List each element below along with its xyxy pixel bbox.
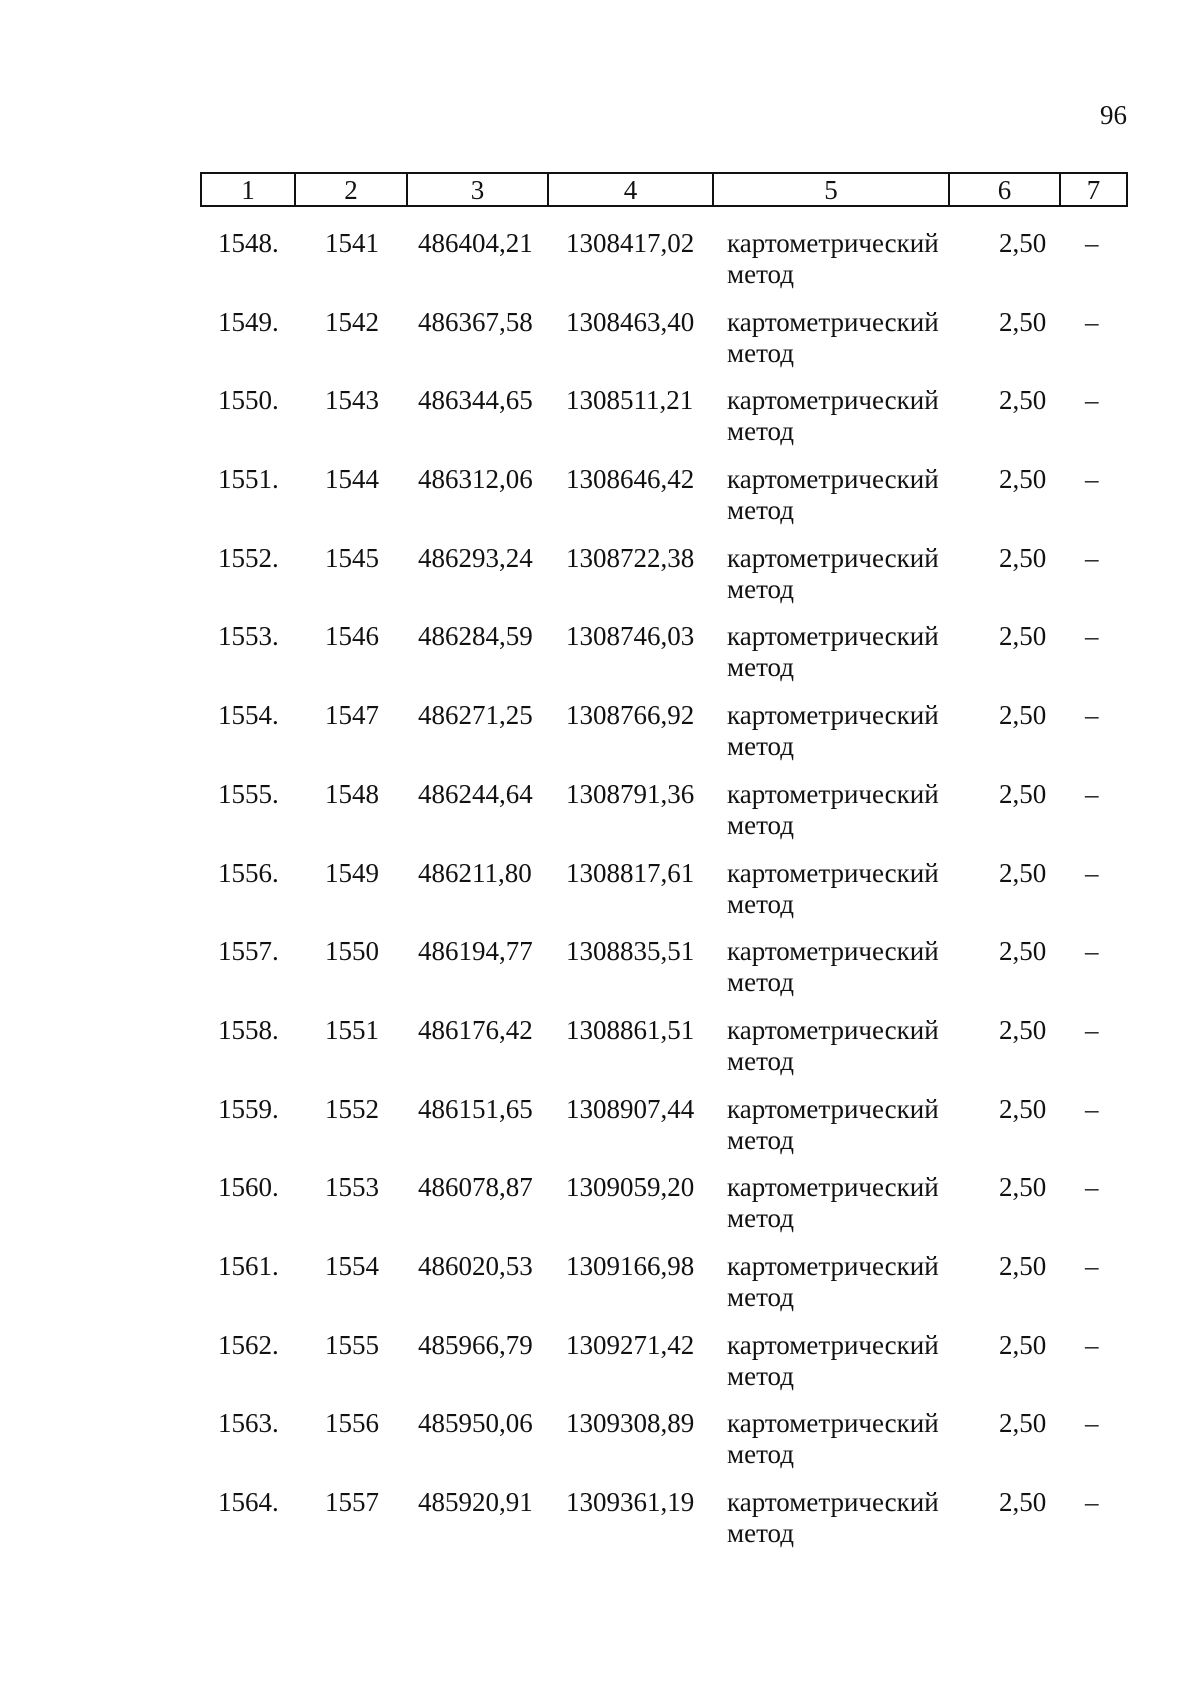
note-value: – xyxy=(1085,1329,1099,1360)
table-row xyxy=(0,222,1200,301)
coordinate-y: 1308746,03 xyxy=(566,621,695,652)
method-line-2: метод xyxy=(727,1203,794,1234)
accuracy-value: 2,50 xyxy=(999,1329,1047,1360)
row-number: 1553. xyxy=(218,621,279,652)
coordinate-x: 486211,80 xyxy=(418,857,532,888)
row-number: 1559. xyxy=(218,1093,279,1124)
coordinate-y: 1308417,02 xyxy=(566,228,695,258)
accuracy-value: 2,50 xyxy=(999,700,1047,731)
method-description xyxy=(727,1330,957,1392)
point-number: 1545 xyxy=(325,542,379,573)
note-value: – xyxy=(1085,1093,1099,1124)
row-number: 1549. xyxy=(218,306,279,337)
method-description xyxy=(727,543,957,605)
coordinate-y: 1309361,19 xyxy=(566,1487,695,1517)
page-number: 96 xyxy=(1100,100,1127,130)
method-line-1: картометрический xyxy=(727,542,939,573)
accuracy-value: 2,50 xyxy=(999,1487,1047,1517)
note-value: – xyxy=(1085,1014,1099,1045)
note-value: – xyxy=(1085,1487,1099,1517)
coordinate-y: 1308791,36 xyxy=(566,778,695,809)
table-row xyxy=(0,1088,1200,1167)
method-description xyxy=(727,700,957,762)
coordinate-x: 486176,42 xyxy=(418,1014,533,1045)
coordinate-y: 1309166,98 xyxy=(566,1250,695,1281)
row-number: 1560. xyxy=(218,1172,279,1203)
coordinate-x: 486078,87 xyxy=(418,1172,533,1203)
point-number: 1544 xyxy=(325,464,379,495)
method-description xyxy=(727,858,957,920)
point-number: 1552 xyxy=(325,1093,379,1124)
note-value: – xyxy=(1085,857,1099,888)
method-line-2: метод xyxy=(727,1518,794,1548)
table-row xyxy=(0,694,1200,773)
point-number: 1548 xyxy=(325,778,379,809)
coordinate-x: 485920,91 xyxy=(418,1487,533,1517)
row-number: 1558. xyxy=(218,1014,279,1045)
row-number: 1556. xyxy=(218,857,279,888)
method-line-2: метод xyxy=(727,573,794,604)
method-line-1: картометрический xyxy=(727,1408,939,1439)
coordinate-x: 486271,25 xyxy=(418,700,533,731)
table-row xyxy=(0,1009,1200,1088)
coordinate-x: 486244,64 xyxy=(418,778,533,809)
method-description xyxy=(727,1408,957,1470)
coordinate-x: 486367,58 xyxy=(418,306,533,337)
method-line-2: метод xyxy=(727,731,794,762)
coordinate-x: 486312,06 xyxy=(418,464,533,495)
row-number: 1561. xyxy=(218,1250,279,1281)
note-value: – xyxy=(1085,542,1099,573)
method-description xyxy=(727,385,957,447)
coordinate-y: 1308511,21 xyxy=(566,385,694,416)
method-line-1: картометрический xyxy=(727,1329,939,1360)
method-line-1: картометрический xyxy=(727,1014,939,1045)
accuracy-value: 2,50 xyxy=(999,542,1047,573)
method-description xyxy=(727,779,957,841)
note-value: – xyxy=(1085,1172,1099,1203)
column-header-7: 7 xyxy=(1060,173,1127,206)
accuracy-value: 2,50 xyxy=(999,385,1047,416)
table-row xyxy=(0,615,1200,694)
method-line-1: картометрический xyxy=(727,778,939,809)
method-description xyxy=(727,1015,957,1077)
column-header-5: 5 xyxy=(713,173,949,206)
table-row xyxy=(0,1481,1200,1560)
method-line-2: метод xyxy=(727,1045,794,1076)
note-value: – xyxy=(1085,385,1099,416)
method-line-2: метод xyxy=(727,967,794,998)
coordinate-x: 486020,53 xyxy=(418,1250,533,1281)
coordinate-x: 486194,77 xyxy=(418,936,533,967)
coordinate-y: 1309059,20 xyxy=(566,1172,695,1203)
row-number: 1557. xyxy=(218,936,279,967)
method-line-2: метод xyxy=(727,1360,794,1391)
note-value: – xyxy=(1085,464,1099,495)
method-line-2: метод xyxy=(727,495,794,526)
accuracy-value: 2,50 xyxy=(999,306,1047,337)
table-row xyxy=(0,458,1200,537)
method-description xyxy=(727,464,957,526)
method-line-1: картометрический xyxy=(727,228,939,258)
note-value: – xyxy=(1085,1408,1099,1439)
method-line-1: картометрический xyxy=(727,936,939,967)
row-number: 1551. xyxy=(218,464,279,495)
method-line-2: метод xyxy=(727,1281,794,1312)
accuracy-value: 2,50 xyxy=(999,228,1047,258)
table-row xyxy=(0,773,1200,852)
accuracy-value: 2,50 xyxy=(999,464,1047,495)
method-line-1: картометрический xyxy=(727,1093,939,1124)
accuracy-value: 2,50 xyxy=(999,857,1047,888)
accuracy-value: 2,50 xyxy=(999,778,1047,809)
method-line-2: метод xyxy=(727,652,794,683)
point-number: 1546 xyxy=(325,621,379,652)
point-number: 1551 xyxy=(325,1014,379,1045)
method-line-1: картометрический xyxy=(727,464,939,495)
method-description xyxy=(727,621,957,683)
column-header-row xyxy=(201,173,1127,206)
row-number: 1562. xyxy=(218,1329,279,1360)
method-description xyxy=(727,1487,957,1549)
note-value: – xyxy=(1085,936,1099,967)
row-number: 1550. xyxy=(218,385,279,416)
accuracy-value: 2,50 xyxy=(999,1014,1047,1045)
method-description xyxy=(727,307,957,369)
point-number: 1549 xyxy=(325,857,379,888)
accuracy-value: 2,50 xyxy=(999,1172,1047,1203)
coordinate-y: 1308646,42 xyxy=(566,464,695,495)
coordinate-y: 1308817,61 xyxy=(566,857,695,888)
coordinate-x: 486404,21 xyxy=(418,228,533,258)
method-line-2: метод xyxy=(727,416,794,447)
column-header-1: 1 xyxy=(201,173,295,206)
note-value: – xyxy=(1085,621,1099,652)
table-row xyxy=(0,852,1200,931)
method-line-1: картометрический xyxy=(727,700,939,731)
accuracy-value: 2,50 xyxy=(999,1250,1047,1281)
method-description xyxy=(727,228,957,290)
row-number: 1548. xyxy=(218,228,279,258)
method-description xyxy=(727,1094,957,1156)
method-line-1: картометрический xyxy=(727,306,939,337)
method-description xyxy=(727,936,957,998)
method-line-1: картометрический xyxy=(727,621,939,652)
coordinate-y: 1308861,51 xyxy=(566,1014,695,1045)
note-value: – xyxy=(1085,778,1099,809)
method-line-1: картометрический xyxy=(727,1250,939,1281)
point-number: 1556 xyxy=(325,1408,379,1439)
method-line-1: картометрический xyxy=(727,1172,939,1203)
coordinate-x: 485966,79 xyxy=(418,1329,533,1360)
row-number: 1564. xyxy=(218,1487,279,1517)
accuracy-value: 2,50 xyxy=(999,621,1047,652)
coordinate-x: 486284,59 xyxy=(418,621,533,652)
method-line-2: метод xyxy=(727,1439,794,1470)
column-header-4: 4 xyxy=(548,173,713,206)
note-value: – xyxy=(1085,306,1099,337)
coordinate-y: 1308463,40 xyxy=(566,306,695,337)
note-value: – xyxy=(1085,700,1099,731)
table-row xyxy=(0,1324,1200,1403)
coordinate-x: 486344,65 xyxy=(418,385,533,416)
column-header-6: 6 xyxy=(949,173,1060,206)
point-number: 1554 xyxy=(325,1250,379,1281)
method-line-2: метод xyxy=(727,809,794,840)
point-number: 1555 xyxy=(325,1329,379,1360)
row-number: 1555. xyxy=(218,778,279,809)
column-header-2: 2 xyxy=(295,173,407,206)
point-number: 1542 xyxy=(325,306,379,337)
coordinate-y: 1308722,38 xyxy=(566,542,695,573)
point-number: 1543 xyxy=(325,385,379,416)
coordinate-x: 485950,06 xyxy=(418,1408,533,1439)
accuracy-value: 2,50 xyxy=(999,1093,1047,1124)
table-row xyxy=(0,379,1200,458)
method-description xyxy=(727,1251,957,1313)
table-row xyxy=(0,301,1200,380)
table-row xyxy=(0,537,1200,616)
coordinate-x: 486293,24 xyxy=(418,542,533,573)
method-line-2: метод xyxy=(727,259,794,289)
note-value: – xyxy=(1085,1250,1099,1281)
method-line-2: метод xyxy=(727,1124,794,1155)
method-line-1: картометрический xyxy=(727,385,939,416)
coordinate-y: 1308766,92 xyxy=(566,700,695,731)
table-row xyxy=(0,1402,1200,1481)
row-number: 1563. xyxy=(218,1408,279,1439)
coordinate-y: 1309308,89 xyxy=(566,1408,695,1439)
column-header-3: 3 xyxy=(407,173,548,206)
point-number: 1550 xyxy=(325,936,379,967)
row-number: 1554. xyxy=(218,700,279,731)
method-line-2: метод xyxy=(727,337,794,368)
accuracy-value: 2,50 xyxy=(999,936,1047,967)
coordinate-y: 1308835,51 xyxy=(566,936,695,967)
point-number: 1553 xyxy=(325,1172,379,1203)
coordinate-y: 1309271,42 xyxy=(566,1329,695,1360)
table-row xyxy=(0,930,1200,1009)
note-value: – xyxy=(1085,228,1099,258)
point-number: 1541 xyxy=(325,228,379,258)
coordinate-y: 1308907,44 xyxy=(566,1093,695,1124)
method-line-1: картометрический xyxy=(727,857,939,888)
coordinate-x: 486151,65 xyxy=(418,1093,533,1124)
table-row xyxy=(0,1166,1200,1245)
method-description xyxy=(727,1172,957,1234)
accuracy-value: 2,50 xyxy=(999,1408,1047,1439)
coordinates-table-body xyxy=(0,222,1200,1560)
table-row xyxy=(0,1245,1200,1324)
row-number: 1552. xyxy=(218,542,279,573)
method-line-1: картометрический xyxy=(727,1487,939,1517)
point-number: 1557 xyxy=(325,1487,379,1517)
method-line-2: метод xyxy=(727,888,794,919)
column-header-table xyxy=(200,172,1128,207)
point-number: 1547 xyxy=(325,700,379,731)
